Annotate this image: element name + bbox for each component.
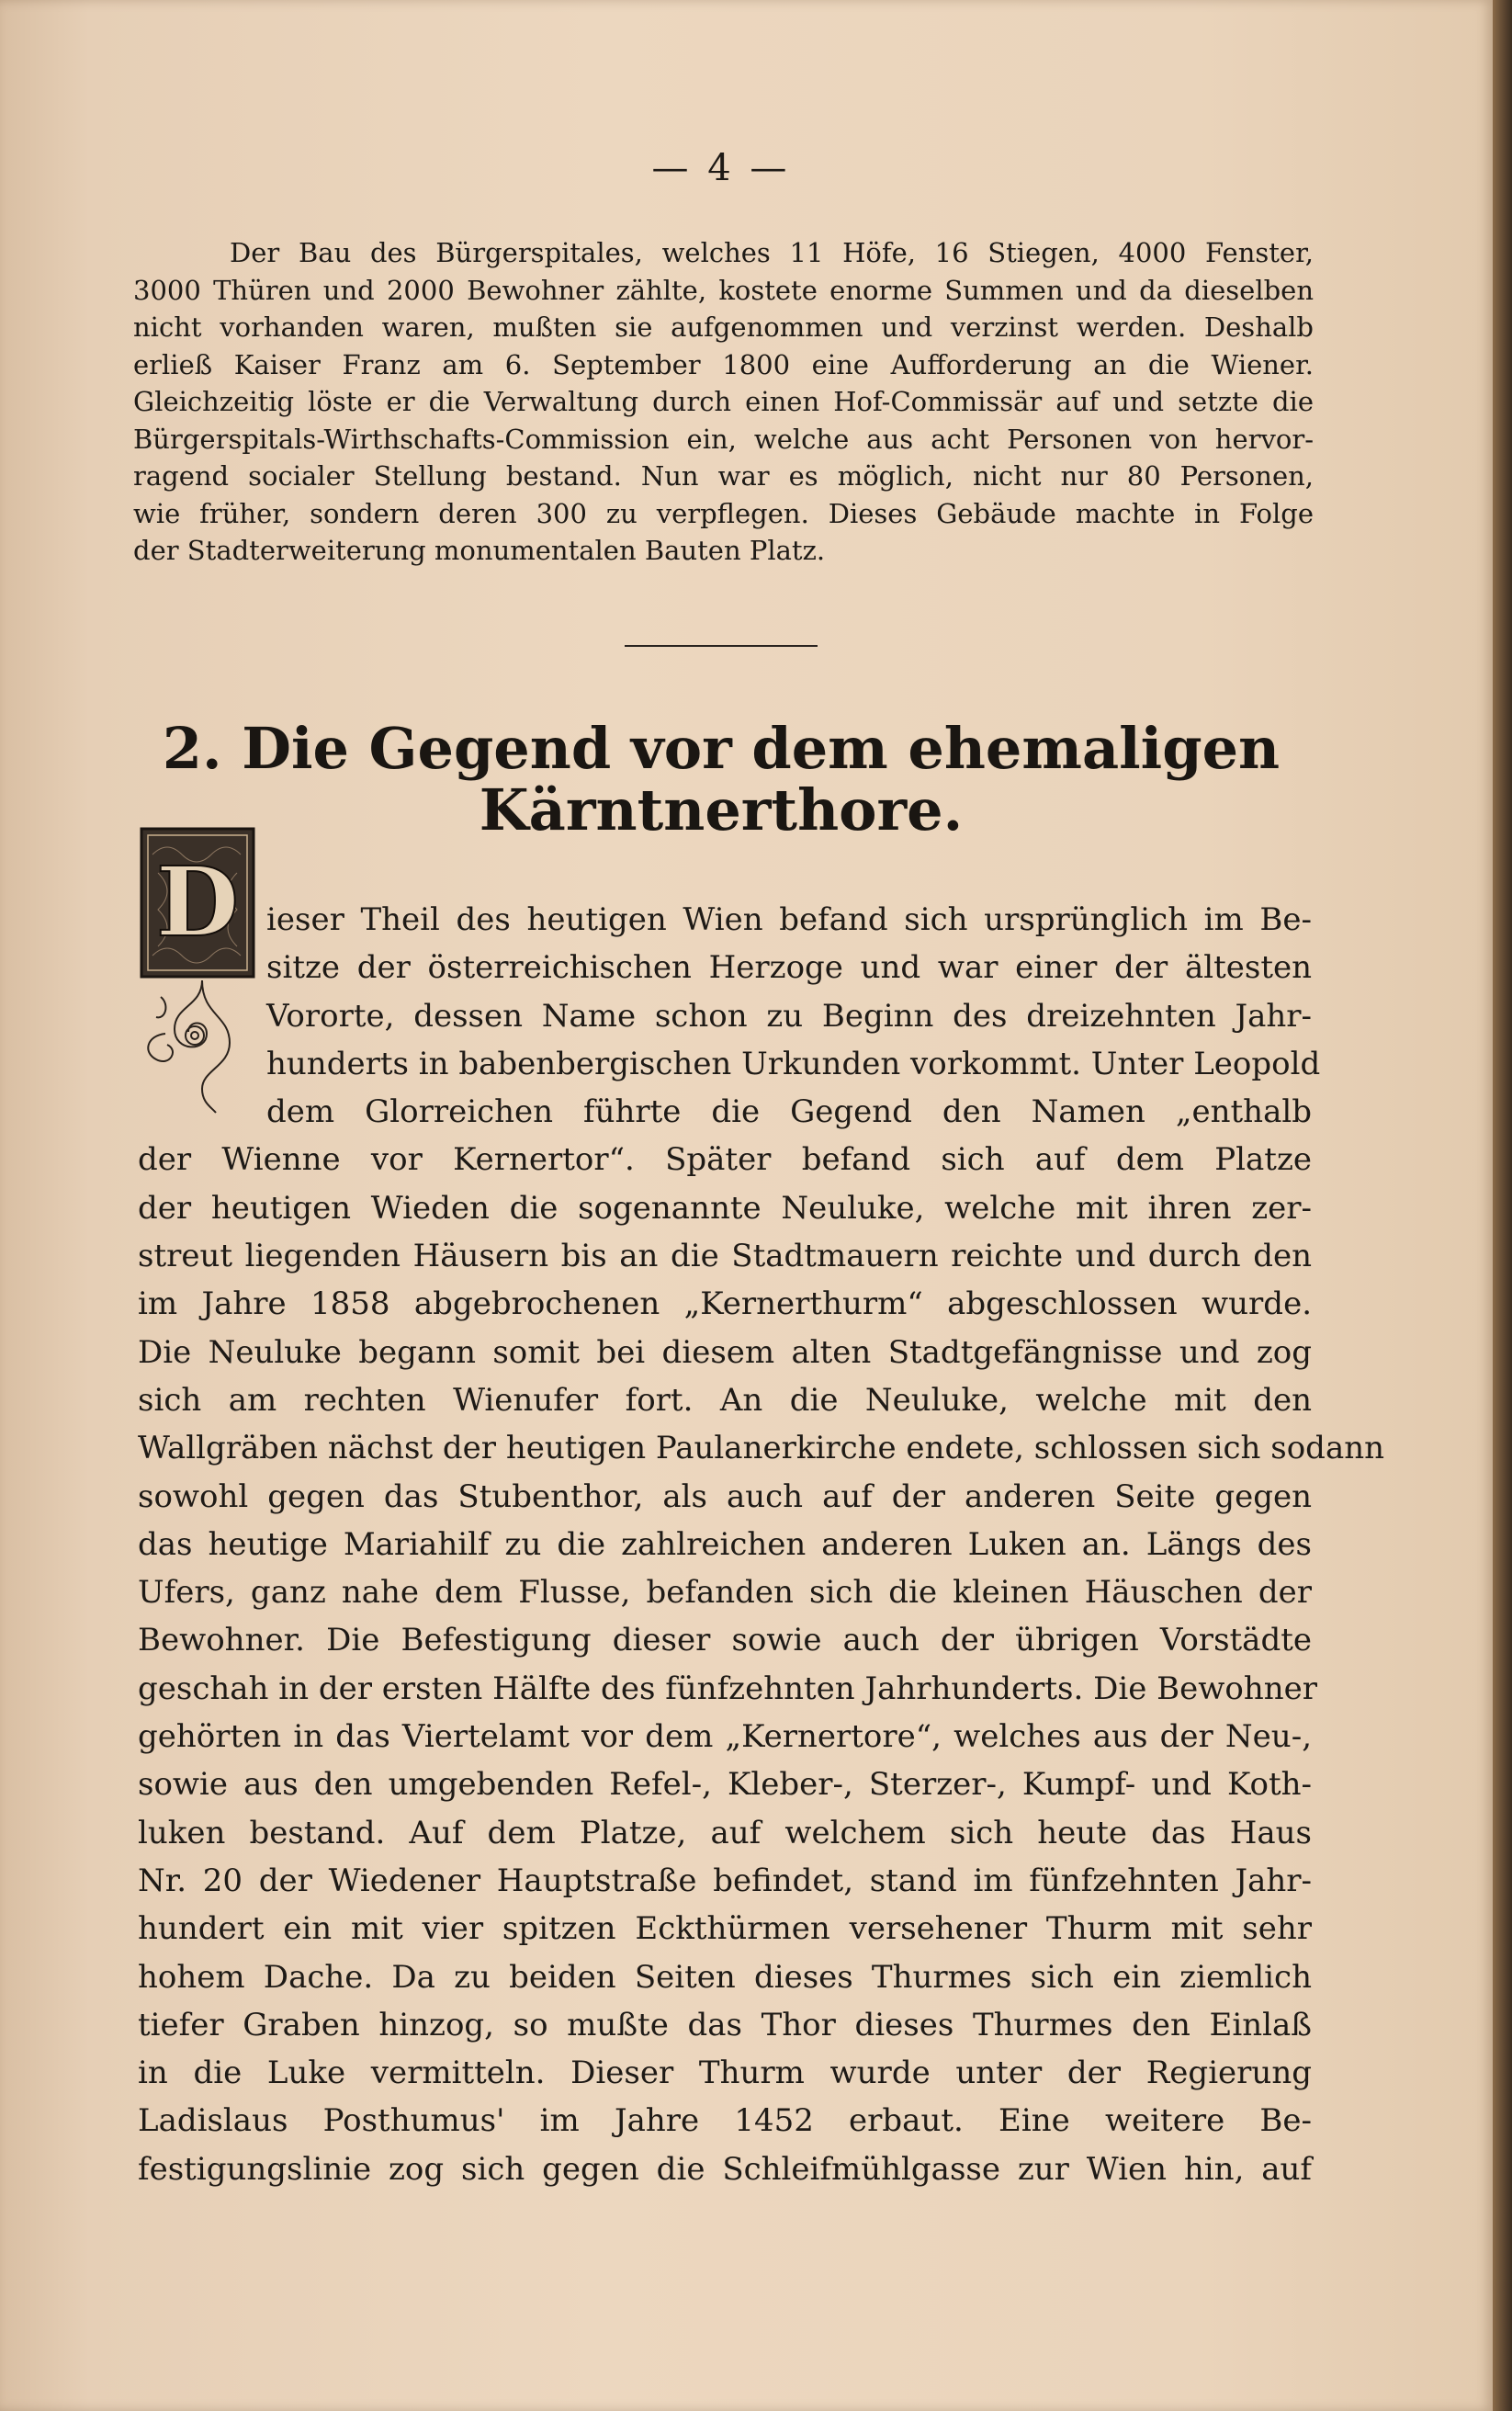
body-line: hundert ein mit vier spitzen Eckthürmen versehener Thurm mit sehr [138,1910,1312,1948]
intro-paragraph [133,234,1314,570]
body-line: sowohl gegen das Stubenthor, als auch auf der anderen Seite gegen [138,1477,1312,1515]
body-line: der heutigen Wieden die sogenannte Neuluke, welche mit ihren zer- [138,1189,1312,1227]
body-line: hohem Dache. Da zu beiden Seiten dieses Thurmes sich ein ziemlich [138,1958,1312,1996]
body-line: Nr. 20 der Wiedener Hauptstraße befindet, stand im fünfzehnten Jahr- [138,1862,1312,1899]
intro-line: nicht vorhanden waren, mußten sie aufgenommen und verzinst werden. Deshalb [133,311,1314,343]
body-line: luken bestand. Auf dem Platze, auf welchem sich heute das Haus [138,1814,1312,1851]
intro-line: der Stadterweiterung monumentalen Bauten Platz. [133,535,826,566]
body-line: dem Glorreichen führte die Gegend den Namen „enthalb [266,1093,1312,1131]
dropcap-letter: D [155,845,240,958]
body-line: tiefer Graben hinzog, so mußte das Thor dieses Thurmes den Einlaß [138,2006,1312,2043]
body-line: im Jahre 1858 abgebrochenen „Kernerthurm“ abgeschlossen wurde. [138,1285,1312,1323]
intro-line: ragend socialer Stellung bestand. Nun war es möglich, nicht nur 80 Personen, [133,460,1314,492]
intro-line: Bürgerspitals-Wirthschafts-Commission ein, welche aus acht Personen von hervor- [133,423,1314,455]
body-line: in die Luke vermitteln. Dieser Thurm wurde unter der Regierung [138,2054,1312,2092]
body-line: Vororte, dessen Name schon zu Beginn des dreizehnten Jahr- [266,997,1312,1035]
body-line: Ladislaus Posthumus' im Jahre 1452 erbaut. Eine weitere Be- [138,2102,1312,2140]
body-line: Die Neuluke begann somit bei diesem alten Stadtgefängnisse und zog [138,1333,1312,1371]
section-heading-line-1: 2. Die Gegend vor dem ehemaligen [162,715,1281,782]
body-line: festigungslinie zog sich gegen die Schleifmühlgasse zur Wien hin, auf [138,2150,1312,2188]
intro-line: Gleichzeitig löste er die Verwaltung durch einen Hof-Commissär auf und setzte die [133,386,1314,417]
body-line: sowie aus den umgebenden Refel-, Kleber-, Sterzer-, Kumpf- und Koth- [138,1766,1312,1804]
body-line: gehörten in das Viertelamt vor dem „Kernertore“, welches aus der Neu-, [138,1718,1312,1756]
page-number: — 4 — [651,147,791,189]
section-divider [625,645,818,647]
body-line: sitze der österreichischen Herzoge und war einer der ältesten [266,949,1312,987]
intro-line: wie früher, sondern deren 300 zu verpflegen. Dieses Gebäude machte in Folge [133,497,1314,529]
body-line: der Wienne vor Kernertor“. Später befand sich auf dem Platze [138,1141,1312,1179]
body-line: das heutige Mariahilf zu die zahlreichen anderen Luken an. Längs des [138,1525,1312,1563]
body-line: sich am rechten Wienufer fort. An die Neuluke, welche mit den [138,1381,1312,1419]
main-body-text [138,896,1385,2193]
body-line: hunderts in babenbergischen Urkunden vorkommt. Unter Leopold [266,1045,1321,1082]
body-line: streut liegenden Häusern bis an die Stadtmauern reichte und durch den [138,1238,1312,1275]
body-line: geschah in der ersten Hälfte des fünfzehnten Jahrhunderts. Die Bewohner [138,1670,1317,1707]
body-line: ieser Theil des heutigen Wien befand sich ursprünglich im Be- [266,901,1312,938]
book-binding-edge [1493,0,1512,2411]
body-line: Ufers, ganz nahe dem Flusse, befanden sich die kleinen Häuschen der [138,1574,1312,1612]
intro-line: Der Bau des Bürgerspitales, welches 11 Höfe, 16 Stiegen, 4000 Fenster, [230,237,1314,268]
section-heading-line-2: Kärntnerthore. [479,776,964,843]
intro-line: erließ Kaiser Franz am 6. September 1800 eine Aufforderung an die Wiener. [133,348,1314,380]
body-line: Wallgräben nächst der heutigen Paulanerkirche endete, schlossen sich sodann [138,1430,1385,1467]
body-line: Bewohner. Die Befestigung dieser sowie auch der übrigen Vorstädte [138,1622,1312,1659]
intro-line: 3000 Thüren und 2000 Bewohner zählte, kostete enorme Summen und da dieselben [133,274,1314,306]
